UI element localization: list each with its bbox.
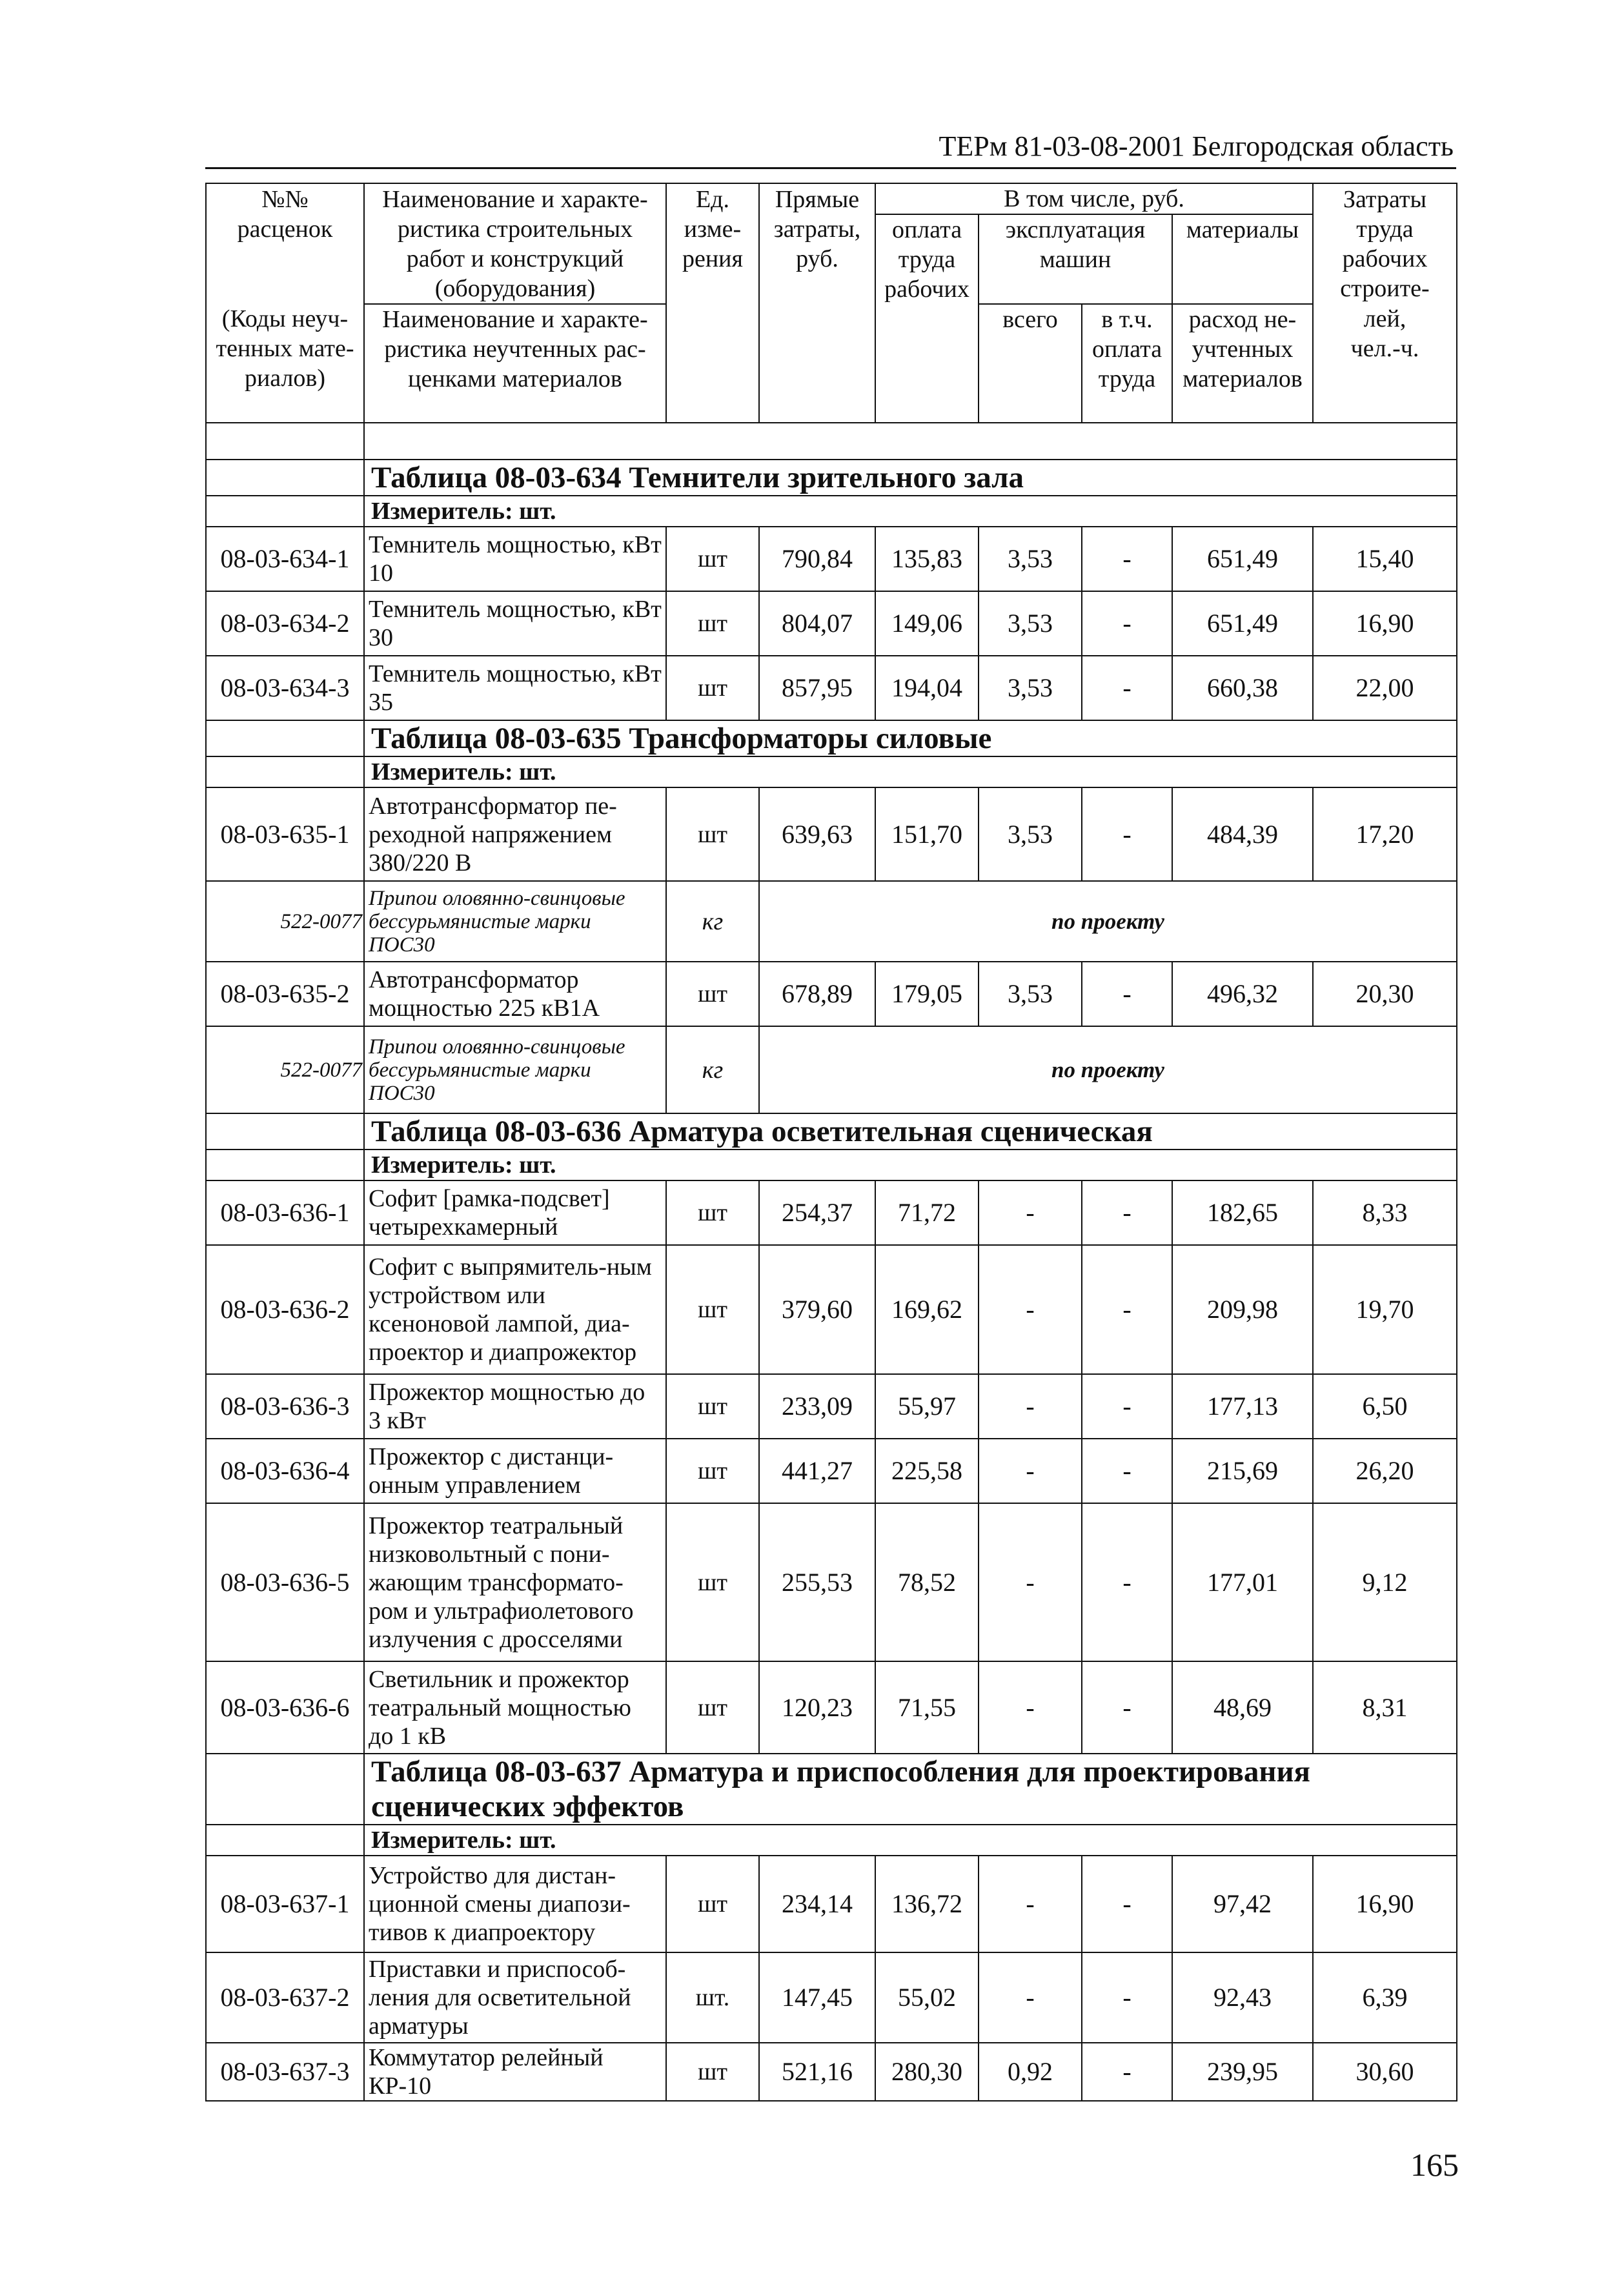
document-header: ТЕРм 81-03-08-2001 Белгородская область bbox=[205, 127, 1456, 169]
direct-cost: 254,37 bbox=[759, 1180, 875, 1245]
machine-labor-cost: - bbox=[1082, 591, 1172, 656]
machine-cost: - bbox=[979, 1503, 1082, 1661]
materials-cost: 660,38 bbox=[1172, 656, 1313, 720]
unit: шт bbox=[666, 1245, 759, 1374]
unit: шт bbox=[666, 1374, 759, 1439]
unit: шт bbox=[666, 962, 759, 1026]
rate-code: 08-03-635-2 bbox=[206, 962, 364, 1026]
work-name: Прожектор мощностью до 3 кВт bbox=[364, 1374, 666, 1439]
rate-code: 08-03-637-2 bbox=[206, 1952, 364, 2043]
col-name-header-2: ристика строительных работ и конструкций (оборудования) bbox=[364, 214, 666, 304]
col-name-header: Наименование и характе- bbox=[364, 183, 666, 214]
labor-cost: 78,52 bbox=[875, 1503, 979, 1661]
empty-cell bbox=[206, 1113, 364, 1150]
work-name: Прожектор с дистанци-онным управлением bbox=[364, 1439, 666, 1503]
table-row bbox=[206, 1661, 1457, 1754]
section-title: Таблица 08-03-635 Трансформаторы силовые bbox=[364, 720, 1457, 756]
machine-labor-cost: - bbox=[1082, 962, 1172, 1026]
direct-cost: 639,63 bbox=[759, 787, 875, 881]
labor-cost: 169,62 bbox=[875, 1245, 979, 1374]
measure-row bbox=[206, 1825, 1457, 1856]
direct-cost: 521,16 bbox=[759, 2043, 875, 2101]
materials-cost: 182,65 bbox=[1172, 1180, 1313, 1245]
labor-cost: 280,30 bbox=[875, 2043, 979, 2101]
unit: шт. bbox=[666, 1952, 759, 2043]
machine-cost: - bbox=[979, 1439, 1082, 1503]
col-unit-header-2: изме- рения bbox=[666, 214, 759, 304]
materials-cost: 92,43 bbox=[1172, 1952, 1313, 2043]
section-title: Таблица 08-03-636 Арматура осветительная сценическая bbox=[364, 1113, 1457, 1150]
empty-cell bbox=[206, 1150, 364, 1180]
table-row bbox=[206, 1952, 1457, 2043]
empty-cell bbox=[206, 720, 364, 756]
labor-hours: 17,20 bbox=[1313, 787, 1457, 881]
col-labor-header: оплата труда рабочих bbox=[875, 214, 979, 304]
machine-cost: - bbox=[979, 1245, 1082, 1374]
rate-code: 08-03-634-3 bbox=[206, 656, 364, 720]
rate-code: 08-03-635-1 bbox=[206, 787, 364, 881]
empty-cell bbox=[206, 756, 364, 787]
machine-cost: 3,53 bbox=[979, 962, 1082, 1026]
col-hours-header-3: лей, чел.-ч. bbox=[1313, 304, 1457, 423]
labor-cost: 71,55 bbox=[875, 1661, 979, 1754]
col-total-header: всего bbox=[979, 304, 1082, 423]
table-row bbox=[206, 962, 1457, 1026]
empty-cell bbox=[206, 423, 364, 460]
labor-hours: 9,12 bbox=[1313, 1503, 1457, 1661]
work-name: Светильник и прожектор театральный мощностью до 1 кВ bbox=[364, 1661, 666, 1754]
col-hours-header: Затраты bbox=[1313, 183, 1457, 214]
col-machines-header: эксплуатация машин bbox=[979, 214, 1172, 304]
machine-cost: - bbox=[979, 1374, 1082, 1439]
direct-cost: 857,95 bbox=[759, 656, 875, 720]
machine-labor-cost: - bbox=[1082, 1952, 1172, 2043]
measure-row bbox=[206, 1150, 1457, 1180]
col-unit-header: Ед. bbox=[666, 183, 759, 214]
unit: шт bbox=[666, 656, 759, 720]
labor-hours: 19,70 bbox=[1313, 1245, 1457, 1374]
materials-cost: 651,49 bbox=[1172, 591, 1313, 656]
rate-code: 08-03-634-2 bbox=[206, 591, 364, 656]
unit: шт bbox=[666, 1180, 759, 1245]
materials-cost: 239,95 bbox=[1172, 2043, 1313, 2101]
machine-labor-cost: - bbox=[1082, 1374, 1172, 1439]
unit: шт bbox=[666, 591, 759, 656]
labor-cost: 55,02 bbox=[875, 1952, 979, 2043]
table-row bbox=[206, 881, 1457, 962]
labor-cost: 151,70 bbox=[875, 787, 979, 881]
materials-cost: 209,98 bbox=[1172, 1245, 1313, 1374]
machine-labor-cost: - bbox=[1082, 1503, 1172, 1661]
machine-labor-cost: - bbox=[1082, 2043, 1172, 2101]
table-row bbox=[206, 1180, 1457, 1245]
col-code2-header: (Коды неуч- тенных мате- риалов) bbox=[206, 304, 364, 423]
work-name: Коммутатор релейный КР-10 bbox=[364, 2043, 666, 2101]
labor-hours: 8,31 bbox=[1313, 1661, 1457, 1754]
measure-row bbox=[206, 496, 1457, 527]
labor-cost: 225,58 bbox=[875, 1439, 979, 1503]
measure-row bbox=[206, 756, 1457, 787]
section-title-row bbox=[206, 720, 1457, 756]
machine-cost: 3,53 bbox=[979, 787, 1082, 881]
materials-cost: 651,49 bbox=[1172, 527, 1313, 591]
machine-cost: - bbox=[979, 1180, 1082, 1245]
page-number: 165 bbox=[1410, 2147, 1459, 2183]
direct-cost: 120,23 bbox=[759, 1661, 875, 1754]
col-hours-header-2: труда рабочих строите- bbox=[1313, 214, 1457, 304]
measure-label: Измеритель: шт. bbox=[364, 1150, 1457, 1180]
direct-cost: 441,27 bbox=[759, 1439, 875, 1503]
col-direct-header-2: затраты, руб. bbox=[759, 214, 875, 304]
labor-cost: 135,83 bbox=[875, 527, 979, 591]
labor-hours: 16,90 bbox=[1313, 1856, 1457, 1952]
rate-code: 08-03-634-1 bbox=[206, 527, 364, 591]
direct-cost: 804,07 bbox=[759, 591, 875, 656]
measure-label: Измеритель: шт. bbox=[364, 496, 1457, 527]
materials-cost: 177,13 bbox=[1172, 1374, 1313, 1439]
labor-hours: 26,20 bbox=[1313, 1439, 1457, 1503]
labor-cost: 71,72 bbox=[875, 1180, 979, 1245]
table-row bbox=[206, 656, 1457, 720]
unit: кг bbox=[666, 1026, 759, 1113]
work-name: Прожектор театральный низковольтный с пони-жающим трансформато-ром и ультрафиолетового излучения с дросселями bbox=[364, 1503, 666, 1661]
materials-cost: 215,69 bbox=[1172, 1439, 1313, 1503]
direct-cost: 678,89 bbox=[759, 962, 875, 1026]
labor-hours: 6,39 bbox=[1313, 1952, 1457, 2043]
rate-code: 08-03-636-5 bbox=[206, 1503, 364, 1661]
labor-cost: 179,05 bbox=[875, 962, 979, 1026]
col-code-header-2: расценок bbox=[206, 214, 364, 304]
material-code: 522-0077 bbox=[206, 881, 364, 962]
materials-cost: 177,01 bbox=[1172, 1503, 1313, 1661]
spacer-row bbox=[206, 423, 1457, 460]
materials-cost: 97,42 bbox=[1172, 1856, 1313, 1952]
work-name: Софит [рамка-подсвет] четырехкамерный bbox=[364, 1180, 666, 1245]
rate-code: 08-03-636-1 bbox=[206, 1180, 364, 1245]
empty-cell bbox=[206, 1754, 364, 1825]
rate-code: 08-03-637-1 bbox=[206, 1856, 364, 1952]
work-name: Темнитель мощностью, кВт 35 bbox=[364, 656, 666, 720]
table-row bbox=[206, 1503, 1457, 1661]
col-incl-pay-header: в т.ч. оплата труда bbox=[1082, 304, 1172, 423]
labor-hours: 16,90 bbox=[1313, 591, 1457, 656]
measure-label: Измеритель: шт. bbox=[364, 1825, 1457, 1856]
table-row bbox=[206, 1374, 1457, 1439]
material-code: 522-0077 bbox=[206, 1026, 364, 1113]
unit: шт bbox=[666, 1856, 759, 1952]
machine-cost: 0,92 bbox=[979, 2043, 1082, 2101]
unit: шт bbox=[666, 787, 759, 881]
empty-cell bbox=[364, 423, 1457, 460]
col-code-header: №№ bbox=[206, 183, 364, 214]
direct-cost: 255,53 bbox=[759, 1503, 875, 1661]
machine-cost: - bbox=[979, 1661, 1082, 1754]
unit: шт bbox=[666, 1503, 759, 1661]
rate-code: 08-03-636-4 bbox=[206, 1439, 364, 1503]
unit: кг bbox=[666, 881, 759, 962]
work-name: Приставки и приспособ-ления для осветительной арматуры bbox=[364, 1952, 666, 2043]
materials-cost: 48,69 bbox=[1172, 1661, 1313, 1754]
machine-cost: 3,53 bbox=[979, 527, 1082, 591]
unit: шт bbox=[666, 527, 759, 591]
work-name: Софит с выпрямитель-ным устройством или ксеноновой лампой, диа-проектор и диапрожектор bbox=[364, 1245, 666, 1374]
empty-cell bbox=[206, 460, 364, 496]
machine-cost: 3,53 bbox=[979, 591, 1082, 656]
machine-cost: 3,53 bbox=[979, 656, 1082, 720]
section-title: Таблица 08-03-634 Темнители зрительного зала bbox=[364, 460, 1457, 496]
unit: шт bbox=[666, 2043, 759, 2101]
machine-labor-cost: - bbox=[1082, 1439, 1172, 1503]
direct-cost: 147,45 bbox=[759, 1952, 875, 2043]
rate-code: 08-03-636-6 bbox=[206, 1661, 364, 1754]
labor-hours: 15,40 bbox=[1313, 527, 1457, 591]
direct-cost: 233,09 bbox=[759, 1374, 875, 1439]
work-name: Устройство для дистан-ционной смены диапози-тивов к диапроектору bbox=[364, 1856, 666, 1952]
machine-labor-cost: - bbox=[1082, 527, 1172, 591]
rate-code: 08-03-637-3 bbox=[206, 2043, 364, 2101]
empty-cell bbox=[206, 496, 364, 527]
rate-code: 08-03-636-2 bbox=[206, 1245, 364, 1374]
rate-code: 08-03-636-3 bbox=[206, 1374, 364, 1439]
labor-hours: 20,30 bbox=[1313, 962, 1457, 1026]
unit: шт bbox=[666, 1661, 759, 1754]
direct-cost: 234,14 bbox=[759, 1856, 875, 1952]
table-row bbox=[206, 787, 1457, 881]
table-row bbox=[206, 1856, 1457, 1952]
table-row bbox=[206, 591, 1457, 656]
col-materials-header: материалы bbox=[1172, 214, 1313, 304]
work-name: Автотрансформатор пе-реходной напряжением 380/220 В bbox=[364, 787, 666, 881]
labor-hours: 8,33 bbox=[1313, 1180, 1457, 1245]
machine-labor-cost: - bbox=[1082, 1856, 1172, 1952]
labor-hours: 6,50 bbox=[1313, 1374, 1457, 1439]
material-note: по проекту bbox=[759, 1026, 1457, 1113]
col-unaccounted-header: расход не- учтенных материалов bbox=[1172, 304, 1313, 423]
table-row bbox=[206, 1439, 1457, 1503]
empty-cell bbox=[206, 1825, 364, 1856]
work-name: Автотрансформатор мощностью 225 кВ1А bbox=[364, 962, 666, 1026]
table-row bbox=[206, 2043, 1457, 2101]
material-note: по проекту bbox=[759, 881, 1457, 962]
work-name: Темнитель мощностью, кВт 30 bbox=[364, 591, 666, 656]
labor-cost: 194,04 bbox=[875, 656, 979, 720]
measure-label: Измеритель: шт. bbox=[364, 756, 1457, 787]
rates-table bbox=[205, 183, 1457, 2102]
machine-labor-cost: - bbox=[1082, 1661, 1172, 1754]
col-direct-header: Прямые bbox=[759, 183, 875, 214]
table-row bbox=[206, 1026, 1457, 1113]
machine-cost: - bbox=[979, 1952, 1082, 2043]
labor-cost: 149,06 bbox=[875, 591, 979, 656]
col-incl-header: В том числе, руб. bbox=[875, 183, 1313, 214]
machine-labor-cost: - bbox=[1082, 1180, 1172, 1245]
section-title: Таблица 08-03-637 Арматура и приспособления для проектирования сценических эффектов bbox=[364, 1754, 1457, 1825]
machine-labor-cost: - bbox=[1082, 656, 1172, 720]
section-title-row bbox=[206, 1754, 1457, 1825]
materials-cost: 496,32 bbox=[1172, 962, 1313, 1026]
labor-cost: 55,97 bbox=[875, 1374, 979, 1439]
unit: шт bbox=[666, 1439, 759, 1503]
material-name: Припои оловянно-свинцовые бессурьмянистые марки ПОС30 bbox=[364, 881, 666, 962]
machine-labor-cost: - bbox=[1082, 787, 1172, 881]
materials-cost: 484,39 bbox=[1172, 787, 1313, 881]
direct-cost: 379,60 bbox=[759, 1245, 875, 1374]
section-title-row bbox=[206, 1113, 1457, 1150]
material-name: Припои оловянно-свинцовые бессурьмянистые марки ПОС30 bbox=[364, 1026, 666, 1113]
labor-hours: 30,60 bbox=[1313, 2043, 1457, 2101]
machine-labor-cost: - bbox=[1082, 1245, 1172, 1374]
table-row bbox=[206, 527, 1457, 591]
direct-cost: 790,84 bbox=[759, 527, 875, 591]
labor-cost: 136,72 bbox=[875, 1856, 979, 1952]
work-name: Темнитель мощностью, кВт 10 bbox=[364, 527, 666, 591]
machine-cost: - bbox=[979, 1856, 1082, 1952]
table-row bbox=[206, 1245, 1457, 1374]
labor-hours: 22,00 bbox=[1313, 656, 1457, 720]
col-name2-header: Наименование и характе- ристика неучтенных рас- ценками материалов bbox=[364, 304, 666, 423]
section-title-row bbox=[206, 460, 1457, 496]
